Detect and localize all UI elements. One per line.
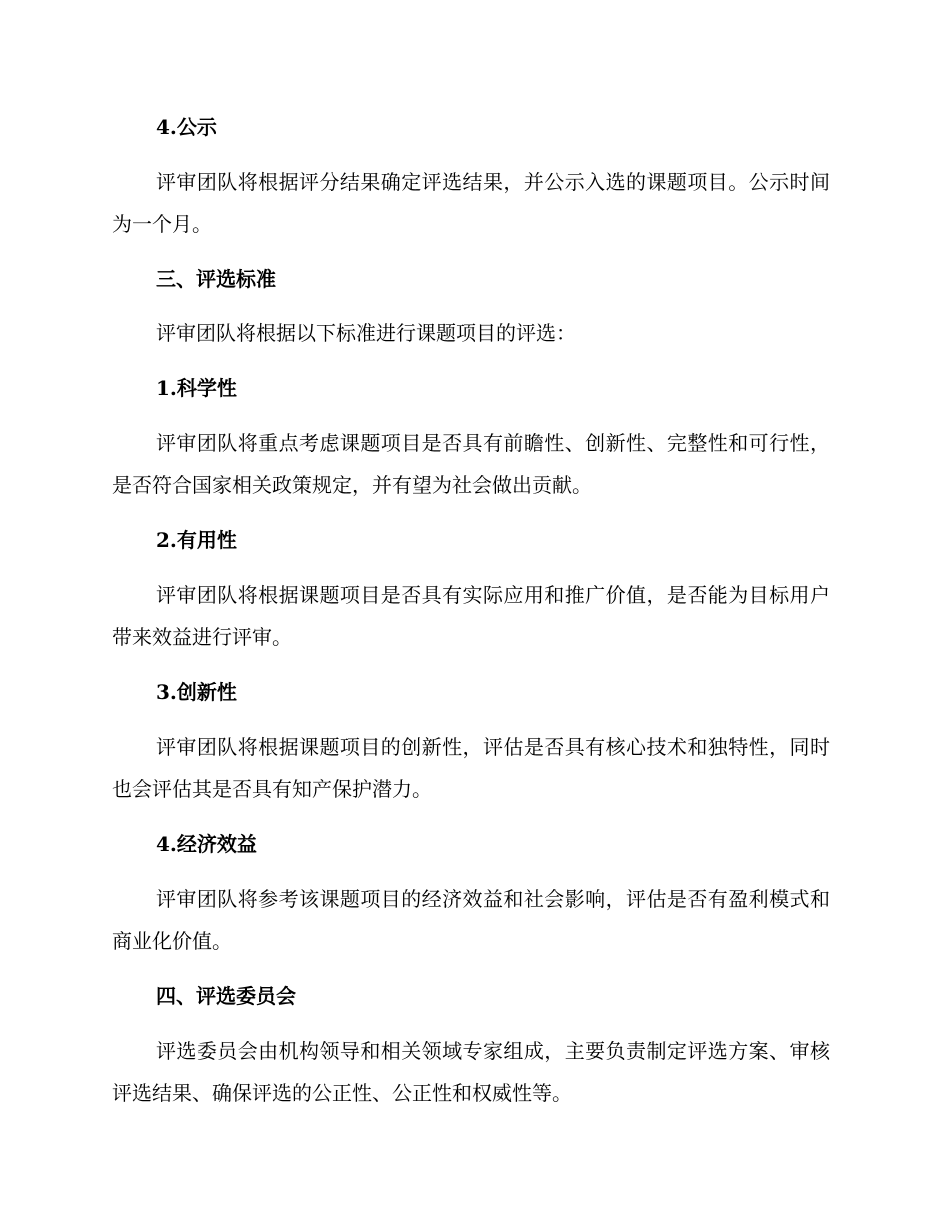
section-heading-committee: 四、评选委员会 (156, 984, 296, 1008)
section-heading-criteria: 三、评选标准 (156, 267, 276, 291)
paragraph-innovation: 评审团队将根据课题项目的创新性，评估是否具有核心技术和独特性，同时也会评估其是否具有知产保护潜力。 (112, 735, 830, 801)
paragraph-economic: 评审团队将参考该课题项目的经济效益和社会影响，评估是否有盈利模式和商业化价值。 (112, 887, 830, 953)
paragraph-scientific: 评审团队将重点考虑课题项目是否具有前瞻性、创新性、完整性和可行性，是否符合国家相关政策规定，并有望为社会做出贡献。 (112, 431, 830, 497)
section-heading-usefulness: 2.有用性 (156, 528, 237, 552)
section-heading-economic: 4.经济效益 (156, 832, 257, 856)
section-heading-scientific: 1.科学性 (156, 376, 237, 400)
paragraph-criteria-intro: 评审团队将根据以下标准进行课题项目的评选： (156, 321, 576, 345)
paragraph-committee: 评选委员会由机构领导和相关领域专家组成，主要负责制定评选方案、审核评选结果、确保评选的公正性、公正性和权威性等。 (112, 1039, 830, 1105)
section-heading-publicity: 4.公示 (156, 115, 217, 139)
paragraph-publicity: 评审团队将根据评分结果确定评选结果，并公示入选的课题项目。公示时间为一个月。 (112, 170, 830, 236)
paragraph-usefulness: 评审团队将根据课题项目是否具有实际应用和推广价值，是否能为目标用户带来效益进行评审。 (112, 583, 830, 649)
section-heading-innovation: 3.创新性 (156, 680, 237, 704)
